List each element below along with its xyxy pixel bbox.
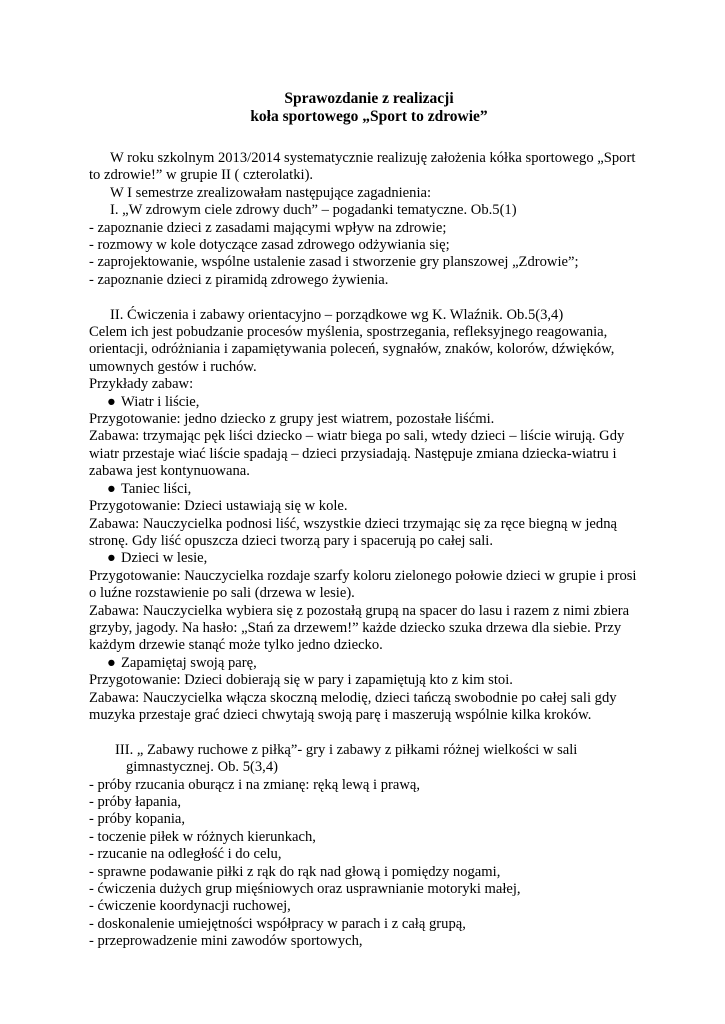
list-item: - przeprowadzenie mini zawodów sportowych, [89,933,363,950]
bullet-icon: ● [107,550,116,567]
game-line: Zabawa: trzymając pęk liści dziecko – wiatr biega po sali, wtedy dzieci – liście wirują. Gdy [89,428,625,445]
intro-line: to zdrowie!” w grupie II ( czterolatki). [89,167,314,184]
intro-line: W roku szkolnym 2013/2014 systematycznie realizuję założenia kółka sportowego „Sport [110,150,636,166]
game-name: Zapamiętaj swoją parę, [121,654,257,671]
description-line: orientacji, odróżniania i zapamiętywania poleceń, sygnałów, znaków, kolorów, dźwięków, [89,341,615,358]
section-1-heading: I. „W zdrowym ciele zdrowy duch” – pogadanki tematyczne. Ob.5(1) [110,202,517,219]
list-item: - sprawne podawanie piłki z rąk do rąk nad głową i pomiędzy nogami, [89,863,501,880]
game-line: stronę. Gdy liść opuszcza dzieci tworzą pary i spacerują po całej sali. [89,532,494,549]
bullet-icon: ● [107,654,116,671]
game-line: wiatr przestaje wiać liście spadają – dzieci przysiadają. Następuje zmiana dziecka-wiatru i [89,445,617,462]
game-title [89,481,649,498]
list-item: - toczenie piłek w różnych kierunkach, [89,828,316,845]
game-title [89,394,649,411]
game-name: Wiatr i liście, [121,393,200,410]
game-line: Przygotowanie: jedno dziecko z grupy jest wiatrem, pozostałe liśćmi. [89,411,495,428]
section-2 [89,307,649,725]
document-title-line-2: koła sportowego „Sport to zdrowie” [250,108,488,125]
section-3-heading-line-2: gimnastycznej. Ob. 5(3,4) [126,759,278,776]
game-line: Zabawa: Nauczycielka włącza skoczną melodię, dzieci tańczą swobodnie po całej sali gdy [89,689,617,706]
game-name: Taniec liści, [121,480,192,497]
document-page [89,90,649,951]
game-line: Przygotowanie: Dzieci dobierają się w pary i zapamiętują kto z kim stoi. [89,672,513,689]
game-line: Przygotowanie: Dzieci ustawiają się w kole. [89,498,348,515]
description-line: Celem ich jest pobudzanie procesów myślenia, spostrzegania, refleksyjnego reagowania, [89,324,608,341]
list-item: - rozmowy w kole dotyczące zasad zdrowego odżywiania się; [89,237,450,254]
description-line: umownych gestów i ruchów. [89,358,257,375]
list-item: - ćwiczenia dużych grup mięśniowych oraz usprawnianie motoryki małej, [89,881,521,898]
game-line: o luźne rozstawienie po sali (drzewa w lesie). [89,585,355,602]
list-item: - zapoznanie dzieci z piramidą zdrowego żywienia. [89,271,389,288]
game-line: muzyka przestaje grać dzieci chwytają swoją parę i maszerują wspólnie kilka kroków. [89,706,592,723]
intro-paragraph [89,150,649,202]
list-item: - ćwiczenie koordynacji ruchowej, [89,898,291,915]
section-3 [89,742,649,951]
bullet-icon: ● [107,393,116,410]
section-2-heading: II. Ćwiczenia i zabawy orientacyjno – porządkowe wg K. Wlaźnik. Ob.5(3,4) [110,306,564,323]
game-line: Zabawa: Nauczycielka wybiera się z pozostałą grupą na spacer do lasu i razem z nimi zbiera [89,602,630,619]
section-3-heading-line-1: III. „ Zabawy ruchowe z piłką”- gry i zabawy z piłkami różnej wielkości w sali [115,741,578,758]
game-line: każdym drzewie stanąć może tylko jedno dziecko. [89,637,383,654]
list-item: - próby kopania, [89,811,186,828]
game-line: Przygotowanie: Nauczycielka rozdaje szarfy koloru zielonego połowie dzieci w grupie i prosi [89,567,637,584]
list-item: - zapoznanie dzieci z zasadami mającymi wpływ na zdrowie; [89,219,447,236]
list-item: - zaprojektowanie, wspólne ustalenie zasad i stworzenie gry planszowej „Zdrowie”; [89,254,579,271]
bullet-icon: ● [107,480,116,497]
intro-line: W I semestrze zrealizowałam następujące zagadnienia: [110,184,432,201]
section-1 [89,202,649,289]
list-item: - rzucanie na odległość i do celu, [89,846,282,863]
game-line: zabawa jest kontynuowana. [89,463,250,480]
examples-label: Przykłady zabaw: [89,376,194,393]
list-item: - próby rzucania oburącz i na zmianę: ręką lewą i prawą, [89,776,421,793]
game-line: Zabawa: Nauczycielka podnosi liść, wszystkie dzieci trzymając się za ręce biegną w jedną [89,515,617,532]
list-item: - doskonalenie umiejętności współpracy w parach i z całą grupą, [89,915,466,932]
game-title [89,655,649,672]
game-name: Dzieci w lesie, [121,550,208,567]
game-title [89,550,649,567]
list-item: - próby łapania, [89,794,181,810]
document-title-line-1: Sprawozdanie z realizacji [284,90,454,107]
game-line: grzyby, jagody. Na hasło: „Stań za drzewem!” każde dziecko szuka drzewa dla siebie. Przy [89,619,622,636]
